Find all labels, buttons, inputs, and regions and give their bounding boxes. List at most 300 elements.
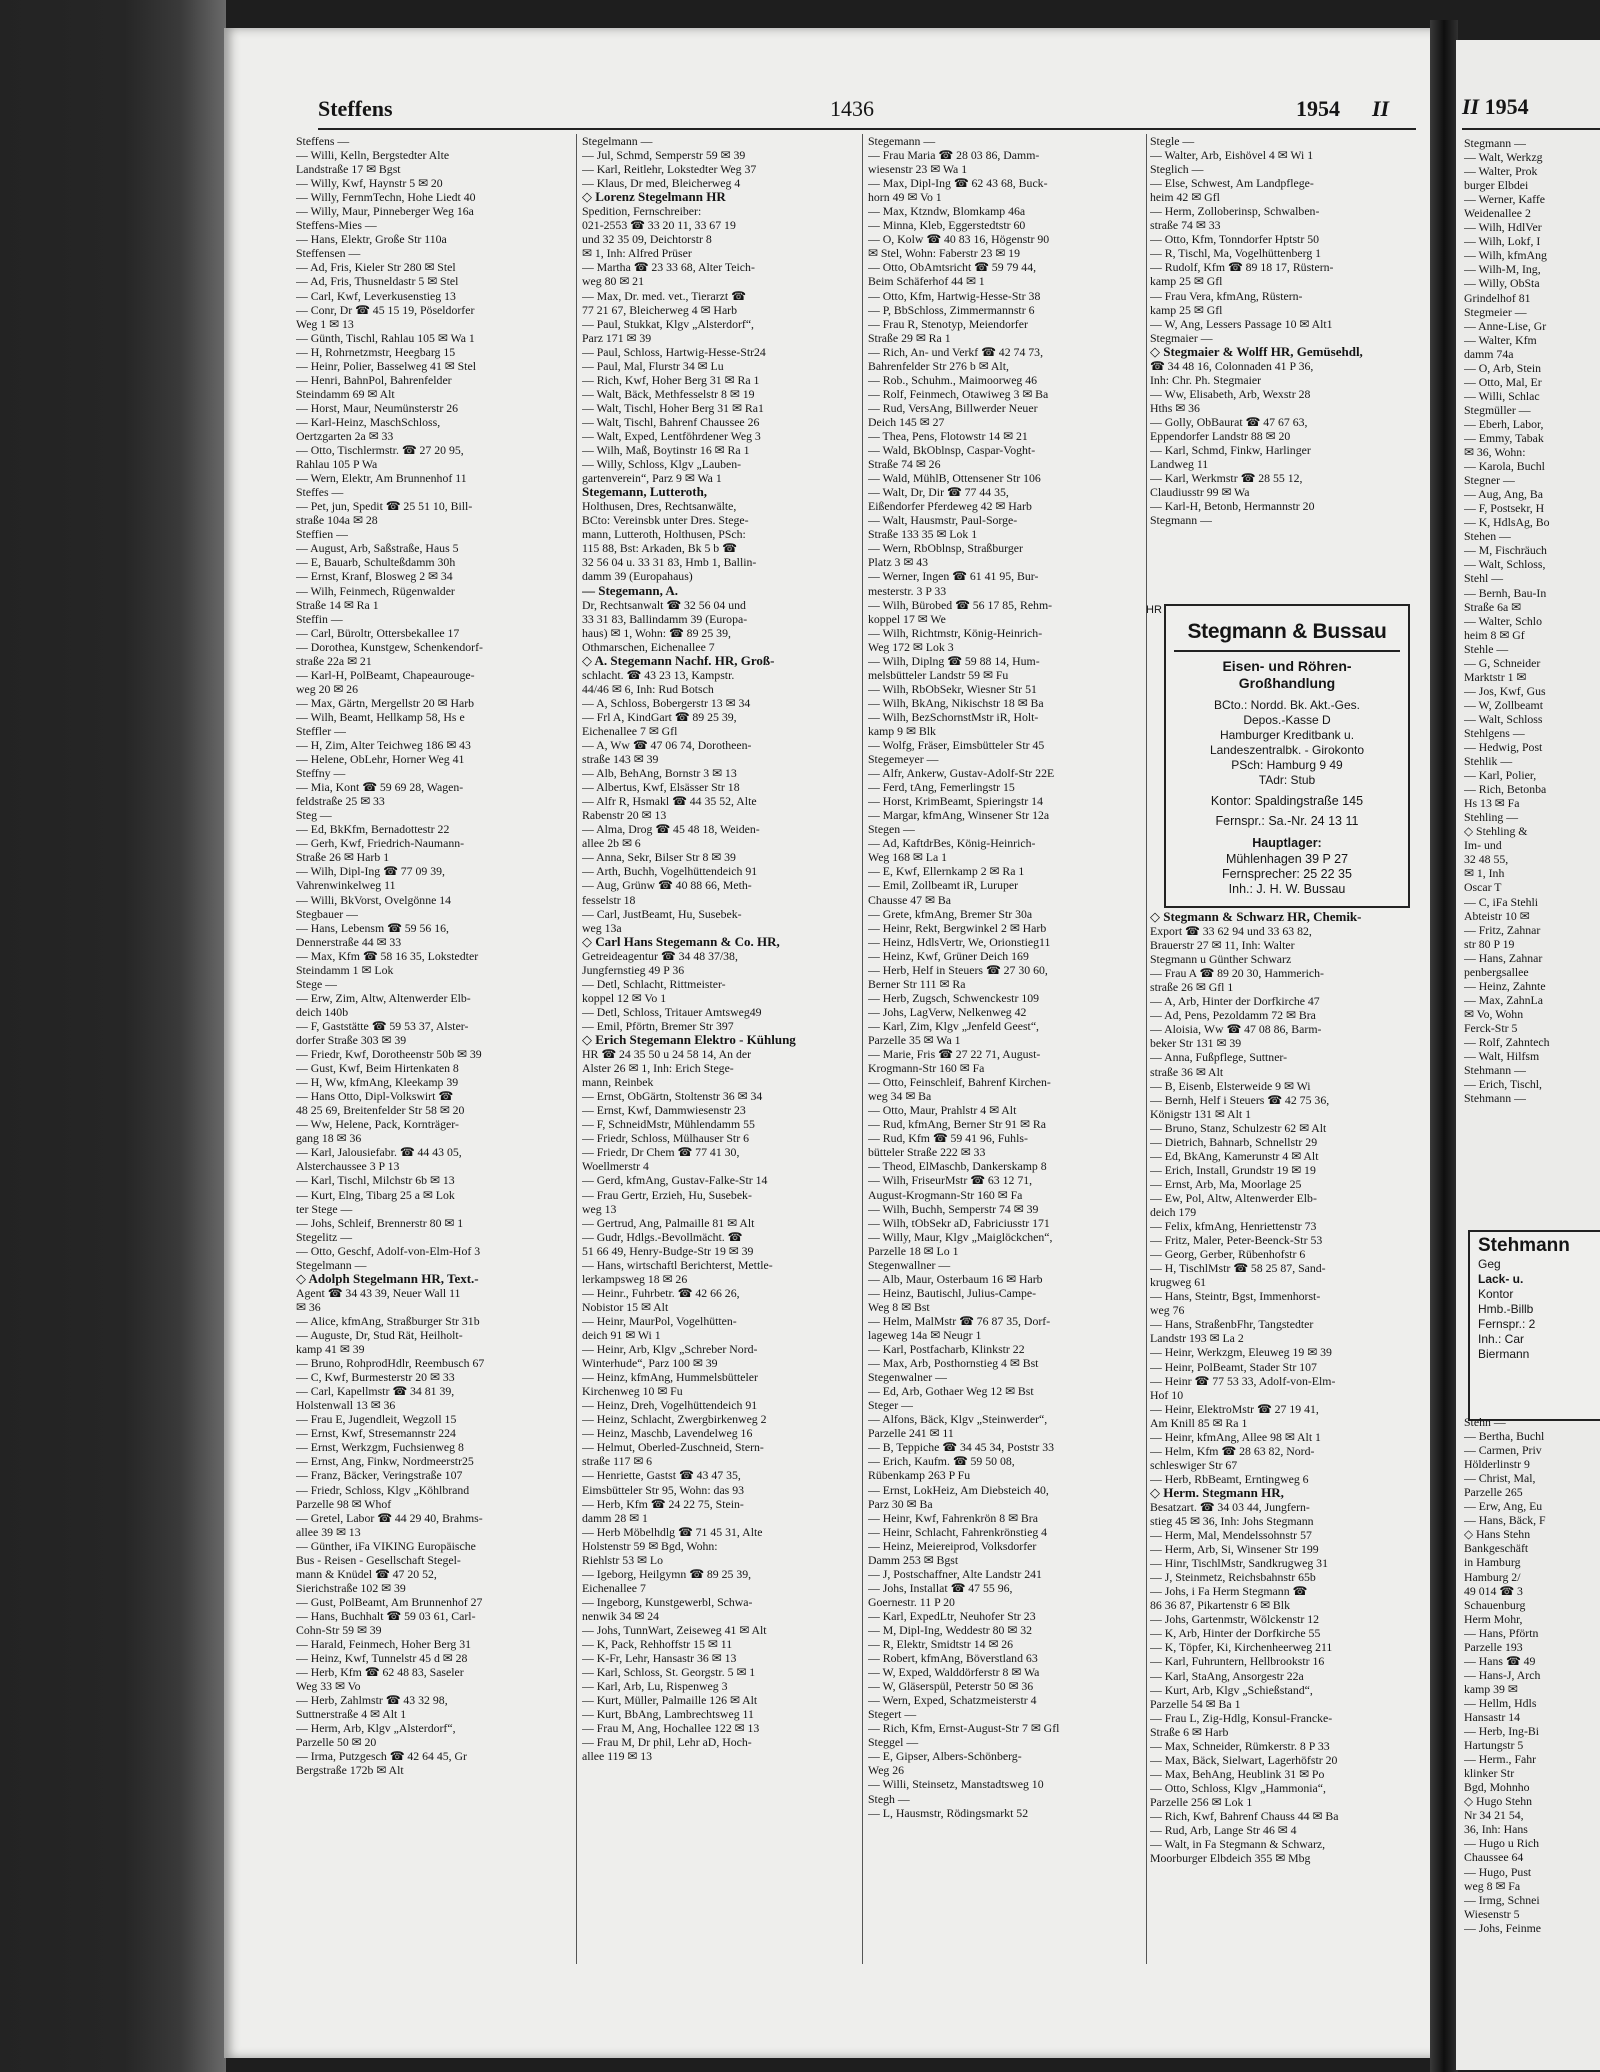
directory-entry-line: Steffens-Mies — xyxy=(296,218,377,233)
running-head-year: 1954 xyxy=(1296,96,1340,121)
directory-entry-line: — Günther, iFa VIKING Europäische xyxy=(296,1538,476,1553)
directory-entry-line: — Wilh, tObSekr aD, Fabriciusstr 171 xyxy=(868,1215,1050,1230)
directory-entry-line: Stegen — xyxy=(868,822,915,837)
directory-entry-line: — K, HdlsAg, Bo xyxy=(1464,515,1550,530)
directory-entry-line: Parzelle 18 ✉ Lo 1 xyxy=(868,1243,959,1258)
directory-entry-line: — Gretel, Labor ☎ 44 29 40, Brahms- xyxy=(296,1510,483,1525)
directory-entry-line: — B, Teppiche ☎ 34 45 34, Poststr 33 xyxy=(868,1440,1055,1455)
directory-entry-line: — Georg, Gerber, Rübenhofstr 6 xyxy=(1150,1247,1306,1262)
directory-entry-line: — Rud, Kfm ☎ 59 41 96, Fuhls- xyxy=(868,1131,1028,1146)
directory-entry-line: — C, Kwf, Burmesterstr 20 ✉ 33 xyxy=(296,1370,455,1385)
directory-entry-line: August-Krogmann-Str 160 ✉ Fa xyxy=(868,1187,1023,1202)
directory-entry-line: — Max, BehAng, Heublink 31 ✉ Po xyxy=(1150,1766,1325,1781)
directory-entry-line: — Pet, jun, Spedit ☎ 25 51 10, Bill- xyxy=(296,499,473,514)
directory-entry-line: Landweg 11 xyxy=(1150,457,1209,472)
directory-entry-line: deich 91 ✉ Wi 1 xyxy=(582,1327,661,1342)
directory-entry-line: Woellmerstr 4 xyxy=(582,1159,649,1174)
directory-entry-line: — Paul, Schloss, Hartwig-Hesse-Str24 xyxy=(582,344,766,359)
directory-entry-line: weg 8 ✉ Fa xyxy=(1464,1878,1521,1893)
directory-entry-line: — Walt, in Fa Stegmann & Schwarz, xyxy=(1150,1837,1326,1852)
directory-entry-line: koppel 12 ✉ Vo 1 xyxy=(582,990,667,1005)
directory-entry-line: mesterstr. 3 P 33 xyxy=(868,583,947,598)
directory-entry-line: — M, Dipl-Ing, Weddestr 80 ✉ 32 xyxy=(868,1622,1033,1637)
directory-entry-line: — Wilh, Bürobed ☎ 56 17 85, Rehm- xyxy=(868,597,1053,612)
directory-entry-line: — W, Gläserspül, Peterstr 50 ✉ 36 xyxy=(868,1679,1034,1694)
directory-entry-line: Dennerstraße 44 ✉ 33 xyxy=(296,934,402,949)
directory-entry-line: — Karl, Werkmstr ☎ 28 55 12, xyxy=(1150,471,1303,486)
directory-entry-line: — August, Arb, Saßstraße, Haus 5 xyxy=(296,541,459,556)
directory-entry-line: — K, Arb, Hinter der Dorfkirche 55 xyxy=(1150,1626,1321,1641)
directory-entry-line: — Walter, Schlo xyxy=(1464,613,1542,628)
directory-entry-line: — Fritz, Maler, Peter-Beenck-Str 53 xyxy=(1150,1233,1323,1248)
directory-entry-line: — Walter, Kfm xyxy=(1464,332,1537,347)
directory-entry-line: Straße 133 35 ✉ Lok 1 xyxy=(868,527,978,542)
directory-entry-line: — Rich, An- und Verkf ☎ 42 74 73, xyxy=(868,344,1044,359)
directory-entry-line: Hths ✉ 36 xyxy=(1150,400,1200,415)
directory-entry-line: Hamburg 2/ xyxy=(1464,1569,1521,1584)
directory-entry-line: — Heinr, Kwf, Fahrenkrön 8 ✉ Bra xyxy=(868,1510,1038,1525)
directory-entry-line: — M, Fischräuch xyxy=(1464,543,1547,558)
directory-entry-line: Straße 29 ✉ Ra 1 xyxy=(868,330,951,345)
directory-entry-line: Parzelle 50 ✉ 20 xyxy=(296,1735,377,1750)
directory-entry-line: — Alb, BehAng, Bornstr 3 ✉ 13 xyxy=(582,766,737,781)
directory-entry-line: — Karl, Tischl, Milchstr 6b ✉ 13 xyxy=(296,1173,455,1188)
ad2-title: Stehmann xyxy=(1478,1235,1570,1256)
directory-entry-line: — Heinr, PolBeamt, Stader Str 107 xyxy=(1150,1359,1317,1374)
directory-entry-line: wiesenstr 23 ✉ Wa 1 xyxy=(868,162,968,177)
directory-entry-line: — Karl, Polier, xyxy=(1464,768,1537,783)
directory-entry-line: Steindamm 1 ✉ Lok xyxy=(296,962,394,977)
directory-entry-line: — Golly, ObBaurat ☎ 47 67 63, xyxy=(1150,414,1308,429)
directory-entry-line: Stehling — xyxy=(1464,810,1519,825)
directory-entry-line: Steffin — xyxy=(296,611,343,626)
book-gutter xyxy=(1430,20,1458,2072)
hr-marker: HR xyxy=(1146,604,1162,616)
directory-entry-line: Weg 1 ✉ 13 xyxy=(296,316,354,331)
directory-entry-line: — Emil, Zollbeamt iR, Luruper xyxy=(868,878,1019,893)
directory-entry-line: Spedition, Fernschreiber: xyxy=(582,204,702,219)
directory-entry-line: Bahrenfelder Str 276 b ✉ Alt, xyxy=(868,358,1009,373)
directory-entry-line: damm 74a xyxy=(1464,346,1514,361)
directory-entry-line: — Erich, Tischl, xyxy=(1464,1077,1542,1092)
directory-entry-line: — Karl, Schmd, Finkw, Harlinger xyxy=(1150,443,1311,458)
directory-entry-line: gang 18 ✉ 36 xyxy=(296,1131,362,1146)
directory-entry-line: Weg 26 xyxy=(868,1763,905,1778)
directory-entry-line: — Hugo, Pust xyxy=(1464,1864,1532,1879)
directory-entry-line: — Arth, Buchh, Vogelhüttendeich 91 xyxy=(582,864,758,879)
directory-entry-line: — Rich, Betonba xyxy=(1464,782,1547,797)
directory-entry-line: Oertzgarten 2a ✉ 33 xyxy=(296,428,394,443)
directory-entry-line: — Conr, Dr ☎ 45 15 19, Pöseldorfer xyxy=(296,302,475,317)
directory-entry-line: damm 28 ✉ 1 xyxy=(582,1510,648,1525)
directory-entry-line: 49 014 ☎ 3 xyxy=(1464,1583,1523,1598)
directory-entry-line: — Werner, Kaffe xyxy=(1464,192,1546,207)
ad-subtitle xyxy=(1174,650,1400,692)
directory-entry-line: deich 179 xyxy=(1150,1204,1197,1219)
directory-entry-line: — Kurt, Arb, Klgv „Schießstand“, xyxy=(1150,1682,1313,1697)
directory-entry-line: Stehl — xyxy=(1464,571,1503,586)
running-head-volume: II xyxy=(1372,96,1390,121)
directory-entry-line: — Friedr, Schloss, Klgv „Köhlbrand xyxy=(296,1482,470,1497)
directory-entry-line: — Otto, Tischlermstr. ☎ 27 20 95, xyxy=(296,443,464,458)
directory-entry-line: — Helm, Kfm ☎ 28 63 82, Nord- xyxy=(1150,1443,1315,1458)
directory-entry-line: — Friedr, Kwf, Dorotheenstr 50b ✉ 39 xyxy=(296,1047,482,1062)
directory-entry-line: 44/46 ✉ 6, Inh: Rud Botsch xyxy=(582,681,714,696)
directory-entry-line: — Karl, Reitlehr, Lokstedter Weg 37 xyxy=(582,162,757,177)
directory-entry-line: — W, Zollbeamt xyxy=(1464,697,1543,712)
directory-entry-line: stieg 45 ✉ 36, Inh: Johs Stegmann xyxy=(1150,1514,1314,1529)
directory-entry-line: damm 39 (Europahaus) xyxy=(582,569,693,584)
directory-entry-line: — Gust, Kwf, Beim Hirtenkaten 8 xyxy=(296,1061,459,1076)
directory-entry-line: — Willy, FernmTechn, Hohe Liedt 40 xyxy=(296,190,476,205)
ad-line: BCto.: Nordd. Bk. Akt.-Ges. xyxy=(1213,698,1361,712)
directory-entry-line: ✉ 36 xyxy=(296,1299,321,1314)
directory-entry-line: weg 76 xyxy=(1150,1303,1185,1318)
directory-entry-line: — Horst, KrimBeamt, Spieringstr 14 xyxy=(868,794,1043,809)
directory-entry-line: — Ernst, Kranf, Blosweg 2 ✉ 34 xyxy=(296,569,453,584)
directory-entry-line: — Bernh, Bau-In xyxy=(1464,585,1547,600)
directory-entry-line: Weg 168 ✉ La 1 xyxy=(868,850,948,865)
directory-entry-line: Steffien — xyxy=(296,527,348,542)
directory-entry-line: Rabenstr 20 ✉ 13 xyxy=(582,808,667,823)
directory-entry-line: — Heinz, Kwf, Grüner Deich 169 xyxy=(868,948,1029,963)
directory-entry-line: — Heinr., Fuhrbetr. ☎ 42 66 26, xyxy=(582,1285,740,1300)
directory-entry-line: — Alma, Drog ☎ 45 48 18, Weiden- xyxy=(582,822,760,837)
directory-entry-line: — Bruno, Stanz, Schulzestr 62 ✉ Alt xyxy=(1150,1120,1327,1135)
facing-volume: II xyxy=(1462,94,1480,119)
directory-entry-line: — Bertha, Buchl xyxy=(1464,1429,1545,1444)
directory-entry-line: lageweg 14a ✉ Neugr 1 xyxy=(868,1327,982,1342)
directory-entry-line: Nobistor 15 ✉ Alt xyxy=(582,1299,669,1314)
directory-entry-line: Weg 8 ✉ Bst xyxy=(868,1299,930,1314)
directory-entry-line: BCto: Vereinsbk unter Dres. Stege- xyxy=(582,513,749,528)
directory-entry-line: Straße 74 ✉ 26 xyxy=(868,457,941,472)
directory-entry-line: Beim Schäferhof 44 ✉ 1 xyxy=(868,274,985,289)
directory-entry-line: — Herm., Fahr xyxy=(1464,1752,1537,1767)
column-4-bottom xyxy=(1150,910,1416,1970)
directory-entry-line: — Willy, Maur, Pinneberger Weg 16a xyxy=(296,204,474,219)
directory-entry-line: — Heinr, MaurPol, Vogelhütten- xyxy=(582,1313,737,1328)
directory-entry-line: nenwik 34 ✉ 24 xyxy=(582,1608,660,1623)
directory-entry-line: — Anna, Fußpflege, Suttner- xyxy=(1150,1050,1288,1065)
directory-entry-line: — Wilh, FriseurMstr ☎ 63 12 71, xyxy=(868,1173,1033,1188)
directory-entry-line: — Rud, VersAng, Billwerder Neuer xyxy=(868,400,1038,415)
directory-entry-line: — Ww, Elisabeth, Arb, Wexstr 28 xyxy=(1150,386,1311,401)
directory-entry-line: Bus - Reisen - Gesellschaft Stegel- xyxy=(296,1552,461,1567)
directory-entry-line: Eichenallee 7 ✉ Gfl xyxy=(582,723,678,738)
directory-entry-line: — Carl, Kwf, Leverkusenstieg 13 xyxy=(296,288,456,303)
directory-entry-line: 33 31 83, Ballindamm 39 (Europa- xyxy=(582,611,748,626)
directory-entry-line: — Karl, Postfacharb, Klinkstr 22 xyxy=(868,1342,1025,1357)
directory-entry-line: — Ferd, tAng, Femerlingstr 15 xyxy=(868,780,1015,795)
directory-entry-line: Nr 34 21 54, xyxy=(1464,1808,1524,1823)
directory-entry-line: 115 88, Bst: Arkaden, Bk 5 b ☎ xyxy=(582,541,737,556)
directory-entry-line: — Heinr, Schlacht, Fahrenkrönstieg 4 xyxy=(868,1524,1048,1539)
facing-header-rule xyxy=(1462,128,1600,130)
directory-entry-line: — Marie, Fris ☎ 27 22 71, August- xyxy=(868,1047,1041,1062)
directory-entry-line: — Detl, Schlacht, Rittmeister- xyxy=(582,976,726,991)
directory-entry-line: Weg 33 ✉ Vo xyxy=(296,1679,361,1694)
directory-entry-line: — Karl, Arb, Lu, Rispenweg 3 xyxy=(582,1679,728,1694)
directory-entry-line: — Willi, Kelln, Bergstedter Alte xyxy=(296,148,450,163)
directory-entry-line: — Ingeborg, Kunstgewerbl, Schwa- xyxy=(582,1594,753,1609)
directory-entry-line: Hartungstr 5 xyxy=(1464,1738,1524,1753)
directory-entry-line: 86 36 87, Pikartenstr 6 ✉ Blk xyxy=(1150,1598,1290,1613)
directory-entry-line: — Ernst, Werkzgm, Fuchsienweg 8 xyxy=(296,1440,464,1455)
directory-entry-line: weg 34 ✉ Ba xyxy=(868,1089,932,1104)
directory-entry-line: Stehn — xyxy=(1464,1415,1506,1429)
directory-entry-line: — Max, Dr. med. vet., Tierarzt ☎ xyxy=(582,288,746,303)
directory-entry-line: — A, Ww ☎ 47 06 74, Dorotheen- xyxy=(582,738,752,753)
directory-entry-line: ✉ 1, Inh xyxy=(1464,866,1505,881)
directory-entry-line: Hs 13 ✉ Fa xyxy=(1464,796,1520,811)
directory-entry-line: Stegemann, Lutteroth, xyxy=(582,485,708,500)
directory-entry-line: — Herb, Ing-Bi xyxy=(1464,1724,1540,1739)
directory-entry-line: lerkampsweg 18 ✉ 26 xyxy=(582,1271,688,1286)
directory-entry-line: — Hugo u Rich xyxy=(1464,1836,1540,1851)
directory-entry-line: — Herb, Zugsch, Schwenckestr 109 xyxy=(868,990,1040,1005)
directory-entry-line: ✉ 1, Inh: Alfred Prüser xyxy=(582,246,692,261)
directory-entry-line: — Max, Kfm ☎ 58 16 35, Lokstedter xyxy=(296,948,479,963)
directory-entry-line: Stehlik — xyxy=(1464,754,1513,769)
directory-entry-line: — Anna, Sekr, Bilser Str 8 ✉ 39 xyxy=(582,850,736,865)
directory-entry-line: — Heinz, Maschb, Lavendelweg 16 xyxy=(582,1426,753,1441)
directory-entry-line: — Karl, ExpedLtr, Neuhofer Str 23 xyxy=(868,1608,1036,1623)
directory-entry-line: ✉ Stel, Wohn: Faberstr 23 ✉ 19 xyxy=(868,246,1020,261)
directory-entry-line: — Frau Vera, kfmAng, Rüstern- xyxy=(1150,288,1303,303)
directory-entry-line: — Heinr, Werkzgm, Eleuweg 19 ✉ 39 xyxy=(1150,1345,1332,1360)
directory-entry-line: weg 13a xyxy=(582,920,622,935)
directory-entry-line: — L, Hausmstr, Rödingsmarkt 52 xyxy=(868,1805,1029,1820)
ad2-line: Hmb.-Billb xyxy=(1478,1302,1534,1316)
directory-entry-line: Stegelmann — xyxy=(296,1257,367,1272)
directory-entry-line: — Kurt, Müller, Palmaille 126 ✉ Alt xyxy=(582,1693,758,1708)
directory-entry-line: ◇ A. Stegemann Nachf. HR, Groß- xyxy=(582,653,775,668)
column-4-top xyxy=(1150,134,1416,594)
directory-entry-line: Stegle — xyxy=(1150,134,1195,148)
directory-entry-line: Cohn-Str 59 ✉ 39 xyxy=(296,1622,382,1637)
directory-entry-line: Steffens — xyxy=(296,134,350,148)
directory-entry-line: Holthusen, Dres, Rechtsanwälte, xyxy=(582,499,737,514)
directory-entry-line: weg 80 ✉ 21 xyxy=(582,274,644,289)
directory-entry-line: — Karl, Fuhruntern, Hellbrookstr 16 xyxy=(1150,1654,1325,1669)
directory-entry-line: 48 25 69, Breitenfelder Str 58 ✉ 20 xyxy=(296,1103,465,1118)
directory-entry-line: — Irma, Putzgesch ☎ 42 64 45, Gr xyxy=(296,1749,467,1764)
directory-entry-line: melsbütteler Landstr 59 ✉ Fu xyxy=(868,667,1009,682)
directory-entry-line: Stehen — xyxy=(1464,529,1511,544)
directory-entry-line: — Otto, Kfm, Hartwig-Hesse-Str 38 xyxy=(868,288,1041,303)
directory-entry-line: — Fritz, Zahnar xyxy=(1464,922,1541,937)
directory-entry-line: — Kurt, BbAng, Lambrechtsweg 11 xyxy=(582,1707,754,1722)
directory-entry-line: — Hedwig, Post xyxy=(1464,740,1543,755)
directory-entry-line: — Otto, Mal, Er xyxy=(1464,374,1542,389)
directory-entry-line: — Otto, Kfm, Tonndorfer Hptstr 50 xyxy=(1150,232,1320,247)
directory-entry-line: allee 119 ✉ 13 xyxy=(582,1749,653,1764)
directory-entry-line: — Rich, Kfm, Ernst-August-Str 7 ✉ Gfl xyxy=(868,1721,1060,1736)
directory-entry-line: — Wilh, BkAng, Nikischstr 18 ✉ Ba xyxy=(868,695,1044,710)
directory-entry-line: — Heinz, HdlsVertr, We, Orionstieg11 xyxy=(868,934,1051,949)
directory-entry-line: Hof 10 xyxy=(1150,1387,1184,1402)
directory-entry-line: — Herb, Helf in Steuers ☎ 27 30 60, xyxy=(868,962,1048,977)
directory-entry-line: ◇ Stehling & xyxy=(1464,824,1528,839)
directory-entry-line: — Christ, Mal, xyxy=(1464,1471,1536,1486)
directory-entry-line: — Dorothea, Kunstgew, Schenkendorf- xyxy=(296,639,483,654)
directory-entry-line: Rübenkamp 263 P Fu xyxy=(868,1468,971,1483)
directory-entry-line: — Ew, Pol, Altw, Altenwerder Elb- xyxy=(1150,1190,1317,1205)
directory-entry-line: — W, Ang, Lessers Passage 10 ✉ Alt1 xyxy=(1150,316,1333,331)
directory-entry-line: — Hans, Elektr, Große Str 110a xyxy=(296,232,447,247)
ad-warehouse-title: Hauptlager: xyxy=(1252,836,1322,850)
directory-entry-line: — Otto, Geschf, Adolf-von-Elm-Hof 3 xyxy=(296,1243,481,1258)
directory-entry-line: — R, Elektr, Smidtstr 14 ✉ 26 xyxy=(868,1637,1014,1652)
ad2-line: Fernspr.: 2 xyxy=(1478,1317,1536,1331)
directory-entry-line: — Hans ☎ 49 xyxy=(1464,1653,1536,1668)
directory-entry-line: Besatzart. ☎ 34 03 44, Jungfern- xyxy=(1150,1499,1310,1514)
directory-entry-line: — J, Steinmetz, Reichsbahnstr 65b xyxy=(1150,1570,1316,1585)
directory-entry-line: — Martha ☎ 23 33 68, Alter Teich- xyxy=(582,260,755,275)
directory-entry-line: Chaussee 64 xyxy=(1464,1850,1524,1865)
directory-entry-line: — Heinz, Bautischl, Julius-Campe- xyxy=(868,1285,1037,1300)
directory-entry-line: — Max, ZahnLa xyxy=(1464,992,1543,1007)
directory-entry-line: Eppendorfer Landstr 88 ✉ 20 xyxy=(1150,428,1291,443)
directory-entry-line: — O, Kolw ☎ 40 83 16, Högenstr 90 xyxy=(868,232,1050,247)
directory-entry-line: Stege — xyxy=(296,976,337,991)
directory-entry-line: Stegmeier — xyxy=(1464,304,1527,319)
directory-entry-line: — Else, Schwest, Am Landpflege- xyxy=(1150,176,1314,191)
directory-entry-line: — Wilh, Lokf, I xyxy=(1464,234,1541,249)
directory-entry-line: — Heinr, ElektroMstr ☎ 27 19 41, xyxy=(1150,1401,1319,1416)
directory-entry-line: — Karl-Heinz, MaschSchloss, xyxy=(296,414,441,429)
directory-entry-line: Moorburger Elbdeich 355 ✉ Mbg xyxy=(1150,1851,1311,1866)
directory-entry-line: ◇ Hans Stehn xyxy=(1464,1527,1531,1542)
directory-entry-line: Stegenwallner — xyxy=(868,1257,951,1272)
column-3 xyxy=(868,134,1142,1974)
directory-entry-line: Agent ☎ 34 43 39, Neuer Wall 11 xyxy=(296,1285,461,1300)
directory-entry-line: mann & Knüdel ☎ 47 20 52, xyxy=(296,1566,437,1581)
directory-entry-line: — Wern, RbOblnsp, Straßburger xyxy=(868,541,1023,556)
directory-entry-line: — Gerd, kfmAng, Gustav-Falke-Str 14 xyxy=(582,1173,768,1188)
header-rule xyxy=(318,128,1416,130)
directory-entry-line: allee 39 ✉ 13 xyxy=(296,1524,361,1539)
directory-entry-line: Landstraße 17 ✉ Bgst xyxy=(296,162,401,177)
directory-entry-line: Stegemeyer — xyxy=(868,752,939,767)
directory-entry-line: horn 49 ✉ Vo 1 xyxy=(868,190,942,205)
directory-entry-line: — Aug, Grünw ☎ 40 88 66, Meth- xyxy=(582,878,752,893)
directory-entry-line: Platz 3 ✉ 43 xyxy=(868,555,929,570)
directory-entry-line: Export ☎ 33 62 94 und 33 63 82, xyxy=(1150,924,1312,939)
directory-entry-line: ◇ Stegmann & Schwarz HR, Chemik- xyxy=(1150,910,1362,924)
directory-entry-line: Eichenallee 7 xyxy=(582,1580,646,1595)
ad-line: Depos.-Kasse D xyxy=(1243,713,1331,727)
directory-entry-line: — Frau A ☎ 89 20 30, Hammerich- xyxy=(1150,966,1324,981)
directory-entry-line: — Frau M, Ang, Hochallee 122 ✉ 13 xyxy=(582,1721,760,1736)
directory-entry-line: — B, Eisenb, Elsterweide 9 ✉ Wi xyxy=(1150,1078,1311,1093)
directory-entry-line: — Frau L, Zig-Hdlg, Konsul-Francke- xyxy=(1150,1710,1333,1725)
directory-entry-line: — Ed, BkAng, Kamerunstr 4 ✉ Alt xyxy=(1150,1148,1319,1163)
directory-entry-line: Bgd, Mohnho xyxy=(1464,1780,1530,1795)
directory-entry-line: — Wilh, Richtmstr, König-Heinrich- xyxy=(868,625,1043,640)
directory-entry-line: — Jul, Schmd, Semperstr 59 ✉ 39 xyxy=(582,148,746,163)
directory-entry-line: Hansastr 14 xyxy=(1464,1709,1521,1724)
directory-entry-line: Stehlgens — xyxy=(1464,725,1525,740)
directory-entry-line: — H, Ww, kfmAng, Kleekamp 39 xyxy=(296,1075,459,1090)
directory-entry-line: Steger — xyxy=(868,1398,913,1413)
ad-line: PSch: Hamburg 9 49 xyxy=(1231,758,1343,772)
directory-entry-line: — Helm, MalMstr ☎ 76 87 35, Dorf- xyxy=(868,1313,1051,1328)
ad2-line: Inh.: Car xyxy=(1478,1332,1525,1346)
directory-entry-line: — Wilh, Buchh, Semperstr 74 ✉ 39 xyxy=(868,1201,1039,1216)
directory-entry-line: Steffes — xyxy=(296,485,344,500)
ad-title: Stegmann & Bussau xyxy=(1187,620,1387,643)
directory-entry-line: Parz 171 ✉ 39 xyxy=(582,330,652,345)
column-2 xyxy=(582,134,858,1974)
directory-entry-line: — Hans, Lebensm ☎ 59 56 16, xyxy=(296,920,449,935)
directory-entry-line: haus) ✉ 1, Wohn: ☎ 89 25 39, xyxy=(582,625,731,640)
facing-year: 1954 xyxy=(1484,94,1529,119)
directory-entry-line: — Harald, Feinmech, Hoher Berg 31 xyxy=(296,1637,472,1652)
directory-entry-line: — Walt, Tischl, Bahrenf Chaussee 26 xyxy=(582,414,760,429)
directory-entry-line: — Alice, kfmAng, Straßburger Str 31b xyxy=(296,1313,480,1328)
directory-entry-line: — Karl, StaAng, Ansorgestr 22a xyxy=(1150,1668,1304,1683)
directory-entry-line: — Gudr, Hdlgs.-Bevollmächt. ☎ xyxy=(582,1229,743,1244)
directory-entry-line: Stegmann u Günther Schwarz xyxy=(1150,952,1292,967)
directory-entry-line: — Otto, Maur, Prahlstr 4 ✉ Alt xyxy=(868,1103,1017,1118)
directory-entry-line: Am Knill 85 ✉ Ra 1 xyxy=(1150,1415,1248,1430)
directory-entry-line: — Rich, Kwf, Hoher Berg 31 ✉ Ra 1 xyxy=(582,372,760,387)
directory-entry-line: — Robert, kfmAng, Böverstland 63 xyxy=(868,1651,1038,1666)
directory-entry-line: Kirchenweg 10 ✉ Fu xyxy=(582,1384,683,1399)
directory-entry-line: ter Stege — xyxy=(296,1201,353,1216)
directory-entry-line: 77 21 67, Bleicherweg 4 ✉ Harb xyxy=(582,302,738,317)
directory-entry-line: — Grete, kfmAng, Bremer Str 30a xyxy=(868,906,1033,921)
directory-entry-line: — Herm, Mal, Mendelssohnstr 57 xyxy=(1150,1528,1312,1543)
directory-entry-line: — Ww, Helene, Pack, Kornträger- xyxy=(296,1117,459,1132)
directory-entry-line: — Willy, Schloss, Klgv „Lauben- xyxy=(582,457,742,472)
directory-entry-line: — Ad, Fris, Kieler Str 280 ✉ Stel xyxy=(296,260,456,275)
directory-entry-line: ✉ Vo, Wohn xyxy=(1464,1006,1524,1021)
directory-entry-line: — Heinz, Kwf, Tunnelstr 45 d ✉ 28 xyxy=(296,1651,468,1666)
directory-entry-line: — Helene, ObLehr, Horner Weg 41 xyxy=(296,752,465,767)
directory-entry-line: — Paul, Mal, Flurstr 34 ✉ Lu xyxy=(582,358,724,373)
directory-entry-line: — Ernst, LokHeiz, Am Diebsteich 40, xyxy=(868,1482,1049,1497)
directory-entry-line: — W, Exped, Walddörferstr 8 ✉ Wa xyxy=(868,1665,1040,1680)
directory-entry-line: — Frau Maria ☎ 28 03 86, Damm- xyxy=(868,148,1040,163)
directory-entry-line: — Heinr, Rekt, Bergwinkel 2 ✉ Harb xyxy=(868,920,1047,935)
directory-entry-line: — Gerh, Kwf, Friedrich-Naumann- xyxy=(296,836,465,851)
directory-entry-line: — Hans, StraßenbFhr, Tangstedter xyxy=(1150,1317,1314,1332)
directory-entry-line: kamp 9 ✉ Blk xyxy=(868,723,936,738)
directory-entry-line: — Henriette, Gastst ☎ 43 47 35, xyxy=(582,1468,741,1483)
directory-entry-line: — Igeborg, Heilgymn ☎ 89 25 39, xyxy=(582,1566,752,1581)
ad-line: TAdr: Stub xyxy=(1258,773,1316,787)
directory-entry-line: Stegenwalner — xyxy=(868,1370,947,1385)
directory-entry-line: — Erich, Install, Grundstr 19 ✉ 19 xyxy=(1150,1162,1316,1177)
directory-entry-line: — Wilh, Maß, Boytinstr 16 ✉ Ra 1 xyxy=(582,443,750,458)
directory-entry-line: Stegemann — xyxy=(868,134,936,148)
directory-entry-line: — K, Pack, Rehhoffstr 15 ✉ 11 xyxy=(582,1637,733,1652)
directory-entry-line: deich 140b xyxy=(296,1004,349,1019)
directory-entry-line: — P, BbSchloss, Zimmermannstr 6 xyxy=(868,302,1035,317)
directory-entry-line: Winterhude“, Parz 100 ✉ 39 xyxy=(582,1356,718,1371)
directory-entry-line: dorfer Straße 303 ✉ 39 xyxy=(296,1033,407,1047)
directory-entry-line: — Alfr R, Hsmakl ☎ 44 35 52, Alte xyxy=(582,794,757,809)
ad2-line: Kontor xyxy=(1478,1287,1514,1301)
directory-entry-line: klinker Str xyxy=(1464,1766,1515,1781)
ad2-line: Biermann xyxy=(1478,1347,1530,1361)
directory-entry-line: — Rich, Kwf, Bahrenf Chauss 44 ✉ Ba xyxy=(1150,1809,1339,1823)
directory-entry-line: — Bernh, Helf i Steuers ☎ 42 75 36, xyxy=(1150,1092,1330,1107)
directory-entry-line: — Ad, Fris, Thusneldastr 5 ✉ Stel xyxy=(296,274,459,289)
